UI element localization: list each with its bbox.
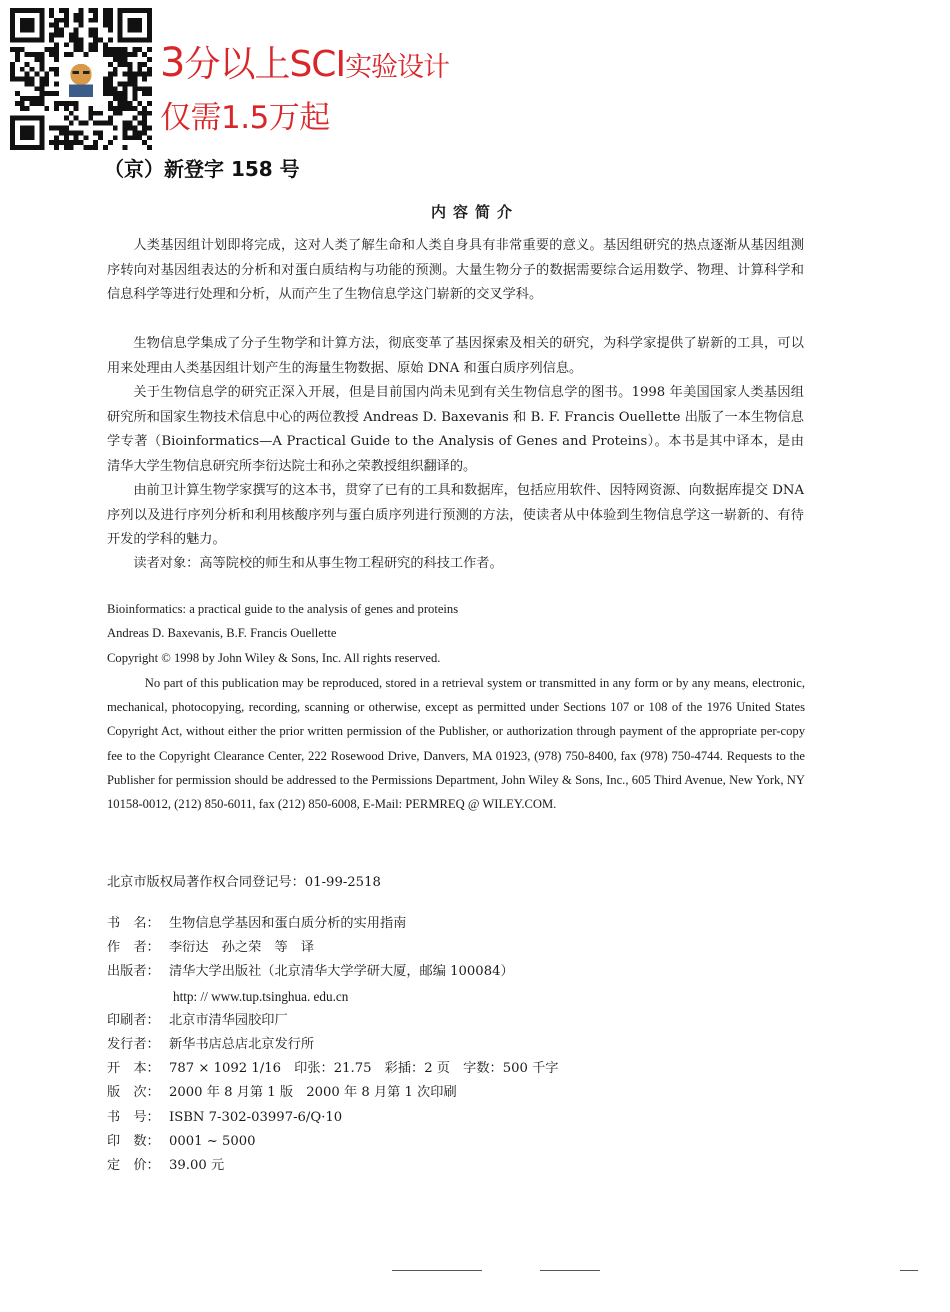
copyright-contract-number: 北京市版权局著作权合同登记号：01-99-2518	[107, 875, 381, 890]
info-label: 定 价：	[107, 1157, 160, 1173]
info-label: 作 者：	[107, 940, 160, 956]
original-authors: Andreas D. Baxevanis, B.F. Francis Ouellette	[107, 626, 337, 640]
promo-text-end: 实验设计	[345, 52, 450, 83]
registration-number: （京）新登字 158 号	[104, 157, 300, 181]
info-label: 发行者：	[107, 1036, 160, 1052]
summary-paragraph-2: 生物信息学集成了分子生物学和计算方法，彻底变革了基因探索及相关的研究，为科学家提供了崭新的工具，可以用来处理由人类基因组计划产生的海量生物数据、原始 DNA 和蛋白质序列信息。	[107, 336, 804, 376]
audience-paragraph: 读者对象：高等院校的师生和从事生物工程研究的科技工作者。	[133, 556, 503, 571]
summary-paragraph-3: 关于生物信息学的研究正深入开展，但是目前国内尚未见到有关生物信息学的图书。1998 年美国国家人类基因组研究所和国家生物技术信息中心的两位教授 Andreas D. Baxevanis 和 B. F. Francis Ouellette 出版了一本生物信息学专著（Bioinformatics—A Practical Guide to the Analysis of Genes and Proteins）。本书是其中译本，是由清华大学生物信息研究所李衍达院士和孙之荣教授组织翻译的。	[107, 385, 804, 474]
info-row-edition	[107, 1081, 807, 1105]
info-value: ISBN 7-302-03997-6/Q·10	[169, 1109, 343, 1125]
promo-text-mid: 分以上SCI	[184, 44, 346, 85]
summary-paragraph-1: 人类基因组计划即将完成，这对人类了解生命和人类自身具有非常重要的意义。基因组研究的热点逐渐从基因组测序转向对基因组表达的分析和对蛋白质结构与功能的预测。大量生物分子的数据需要综合运用数学、物理、计算科学和信息科学等进行处理和分析，从而产生了生物信息学这门崭新的交叉学科。	[107, 238, 804, 302]
info-row-url	[107, 985, 807, 1009]
info-value: 0001 ~ 5000	[169, 1133, 256, 1149]
scan-artifact-line	[900, 1270, 918, 1271]
info-row-isbn	[107, 1106, 807, 1130]
info-label: 书 号：	[107, 1109, 160, 1125]
info-label: 印 数：	[107, 1133, 160, 1149]
original-title: Bioinformatics: a practical guide to the analysis of genes and proteins	[107, 602, 459, 616]
info-row-format	[107, 1057, 807, 1081]
info-value: 新华书店总店北京发行所	[169, 1036, 315, 1052]
info-value: 787 × 1092 1/16 印张：21.75 彩插：2 页 字数：500 千字	[169, 1061, 559, 1077]
summary-title: 内容简介	[430, 203, 519, 221]
summary-paragraph-4: 由前卫计算生物学家撰写的这本书，贯穿了已有的工具和数据库，包括应用软件、因特网资源、向数据库提交 DNA 序列以及进行序列分析和利用核酸序列与蛋白质序列进行预测的方法，使读者从中体验到生物信息学这一崭新的、有待开发的学科的魅力。	[107, 483, 804, 547]
info-row-print-run	[107, 1130, 807, 1154]
info-label: 印刷者：	[107, 1012, 160, 1028]
promo-line-1	[160, 36, 449, 87]
info-value: 2000 年 8 月第 1 版 2000 年 8 月第 1 次印刷	[169, 1085, 457, 1101]
copyright-line: Copyright © 1998 by John Wiley & Sons, Inc. All rights reserved.	[107, 651, 441, 665]
info-value: 清华大学出版社（北京清华大学学研大厦，邮编 100084）	[169, 964, 514, 980]
info-row-authors	[107, 936, 807, 960]
scan-artifact-line	[392, 1270, 482, 1271]
info-row-publisher	[107, 960, 807, 984]
info-row-distributor	[107, 1033, 807, 1057]
book-info-block	[107, 912, 807, 1178]
info-label: 开 本：	[107, 1061, 160, 1077]
qr-code-image	[10, 8, 152, 150]
info-value: 李衍达 孙之荣 等 译	[169, 940, 315, 956]
info-row-title	[107, 912, 807, 936]
info-label: 版 次：	[107, 1085, 160, 1101]
info-value: 生物信息学基因和蛋白质分析的实用指南	[169, 916, 407, 931]
qr-avatar-icon	[61, 59, 100, 98]
info-row-printer	[107, 1009, 807, 1033]
promo-number: 3	[160, 40, 185, 86]
info-label: 出版者：	[107, 964, 160, 980]
scan-artifact-line	[540, 1270, 600, 1271]
promo-line-2: 仅需1.5万起	[160, 100, 330, 136]
info-row-price	[107, 1154, 807, 1178]
info-label: 书 名：	[107, 916, 160, 931]
info-value: 北京市清华园胶印厂	[169, 1012, 288, 1028]
publisher-url: http: // www.tup.tsinghua. edu.cn	[173, 988, 349, 1004]
info-value: 39.00 元	[169, 1157, 225, 1173]
rights-paragraph: No part of this publication may be reproduced, stored in a retrieval system or transmitted in any form or by any means, electronic, mechanical, photocopying, recording, scanning or otherwise, except as permitted under Sections 107 or 108 of the 1976 United States Copyright Act, without either the prior written permission of the Publisher, or authorization through payment of the appropriate per-copy fee to the Copyright Clearance Center, 222 Rosewood Drive, Danvers, MA 01923, (978) 750-8400, fax (978) 750-4744. Requests to the Publisher for permission should be addressed to the Permissions Department, John Wiley & Sons, Inc., 605 Third Avenue, New York, NY 10158-0012, (212) 850-6011, fax (212) 850-6008, E-Mail: PERMREQ @ WILEY.COM.	[107, 676, 805, 812]
